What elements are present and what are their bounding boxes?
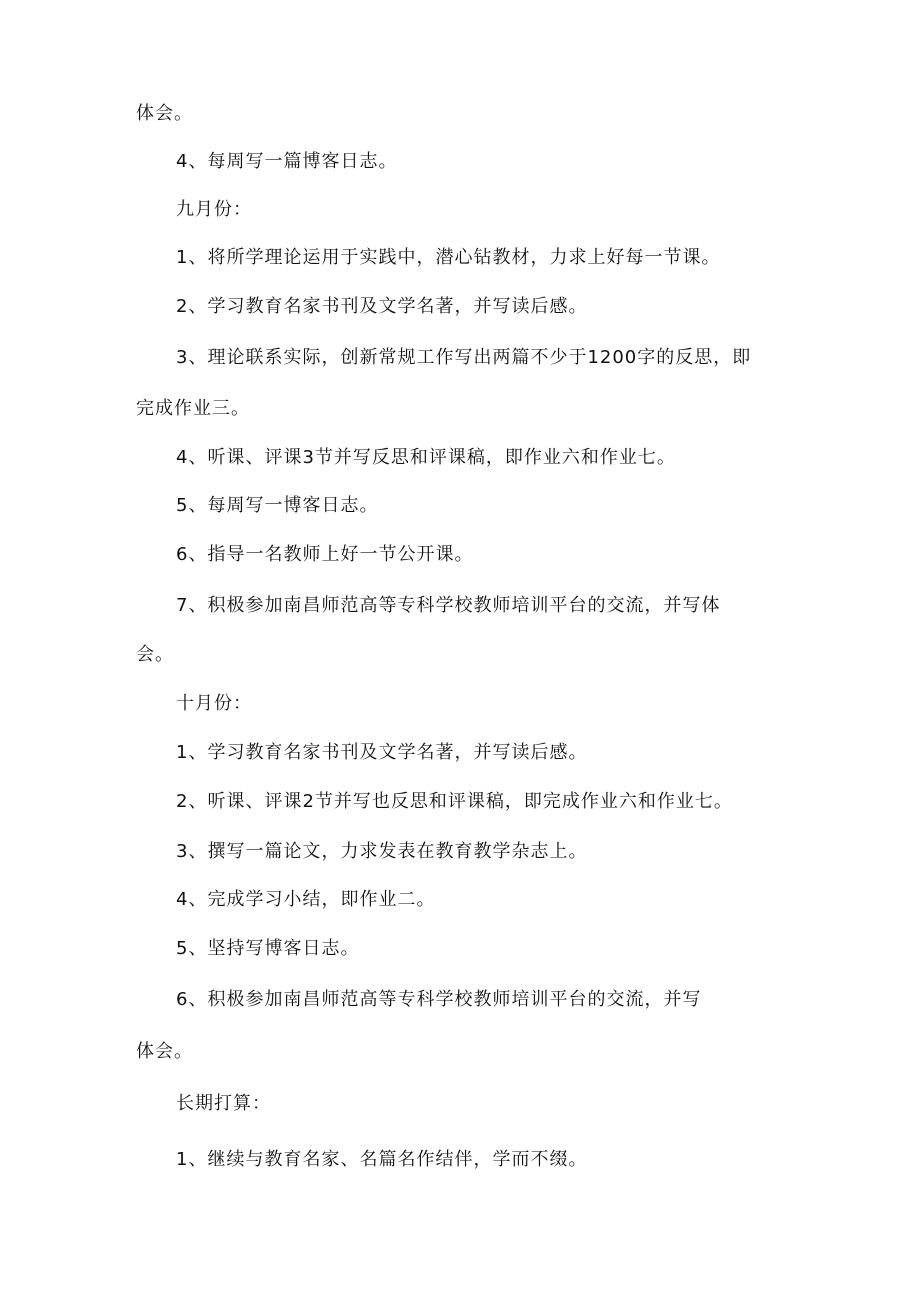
list-item: 7、积极参加南昌师范高等专科学校教师培训平台的交流，并写体 [176,595,721,616]
list-item: 2、听课、评课2节并写也反思和评课稿，即完成作业六和作业七。 [176,791,733,812]
list-item: 6、指导一名教师上好一节公开课。 [176,544,474,565]
text-line: 完成作业三。 [136,398,250,419]
list-item: 4、完成学习小结，即作业二。 [176,889,436,910]
list-item: 3、撰写一篇论文，力求发表在教育教学杂志上。 [176,841,588,862]
list-item: 1、将所学理论运用于实践中，潜心钻教材，力求上好每一节课。 [176,247,721,268]
text-line: 体会。 [136,1041,193,1062]
list-item: 1、继续与教育名家、名篇名作结伴，学而不缀。 [176,1149,588,1170]
text-line: 会。 [136,644,174,665]
list-item: 3、理论联系实际，创新常规工作写出两篇不少于1200字的反思，即 [176,347,752,368]
list-item: 1、学习教育名家书刊及文学名著，并写读后感。 [176,742,588,763]
list-item: 4、每周写一篇博客日志。 [176,151,398,172]
list-item: 5、坚持写博客日志。 [176,938,360,959]
section-heading: 长期打算： [176,1093,271,1114]
list-item: 5、每周写一博客日志。 [176,495,379,516]
list-item: 2、学习教育名家书刊及文学名著，并写读后感。 [176,296,588,317]
list-item: 4、听课、评课3节并写反思和评课稿，即作业六和作业七。 [176,447,676,468]
text-line: 体会。 [136,103,193,124]
list-item: 6、积极参加南昌师范高等专科学校教师培训平台的交流，并写 [176,989,702,1010]
section-heading: 九月份： [176,199,252,220]
section-heading: 十月份： [176,693,252,714]
